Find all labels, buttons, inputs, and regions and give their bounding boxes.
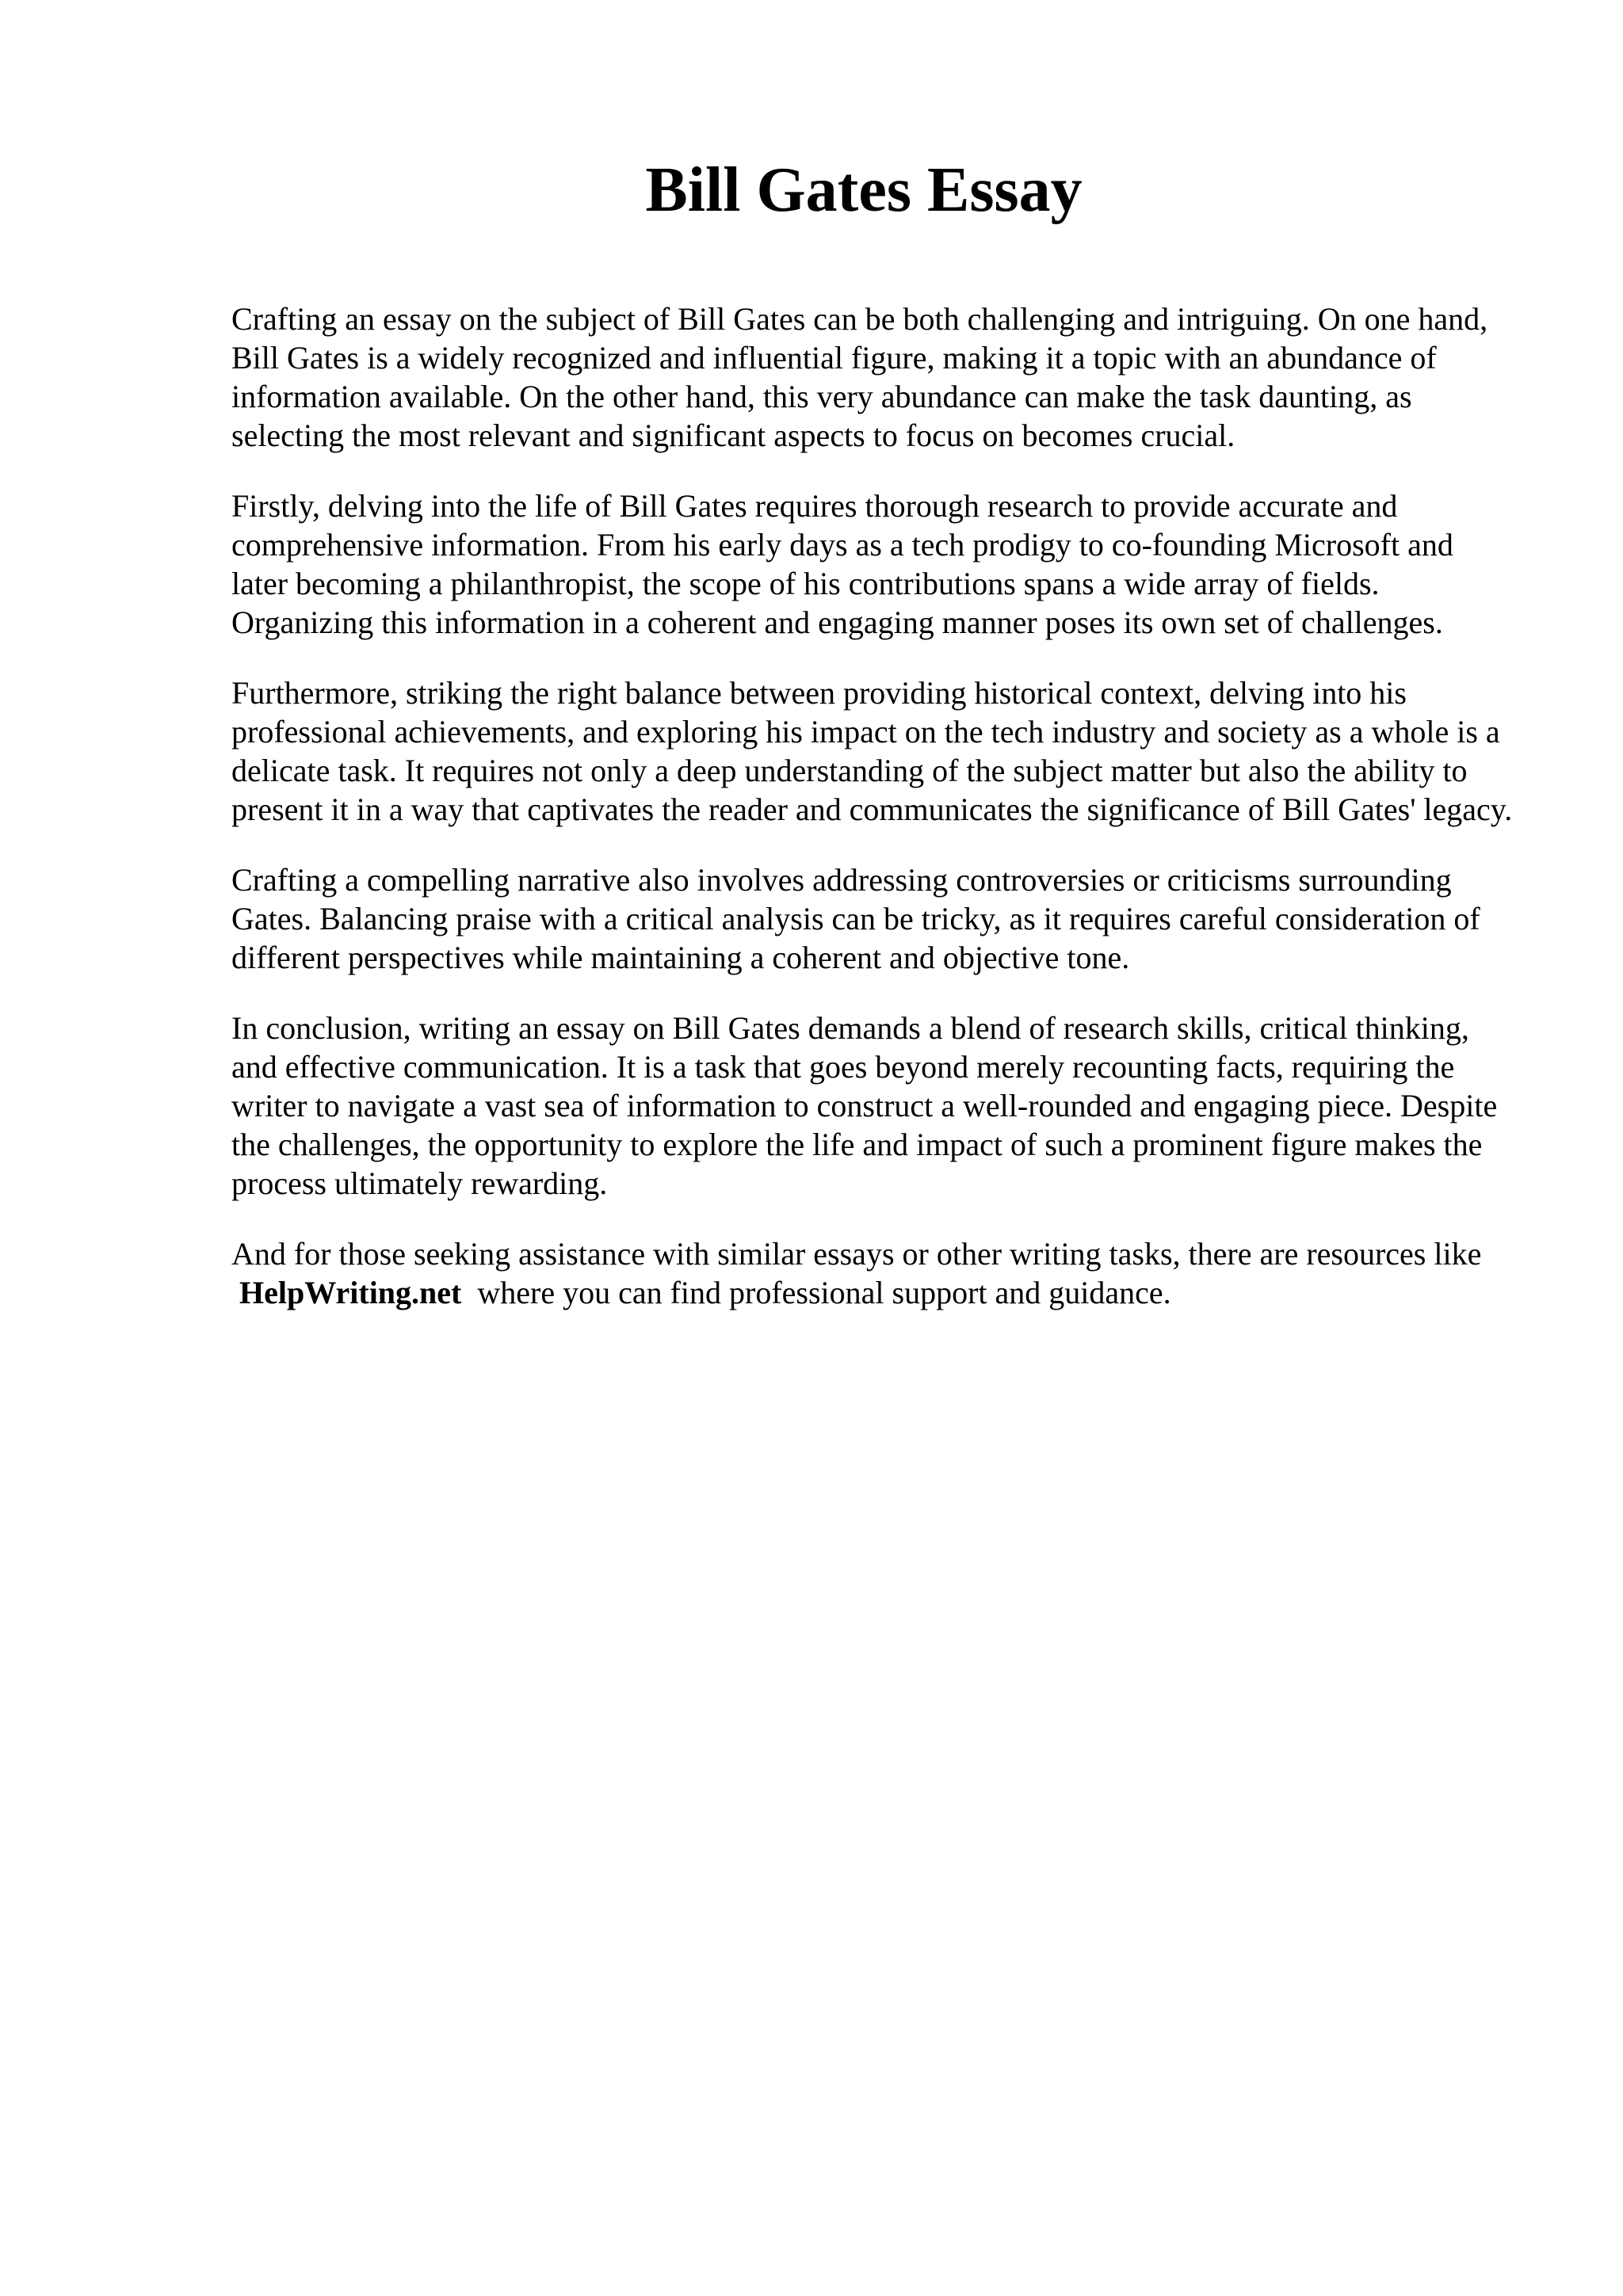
- paragraph-4: Crafting a compelling narrative also involves addressing controversies or criticisms surrounding Gates. Balancing praise with a critical analysis can be tricky, as it requires careful consideration of different perspectives while maintaining a coherent and objective tone.: [231, 862, 1480, 975]
- closing-text-after: where you can find professional support and guidance.: [477, 1275, 1171, 1310]
- closing-text-before: And for those seeking assistance with similar essays or other writing tasks, there are resources like: [231, 1236, 1482, 1272]
- closing-paragraph: [231, 1234, 1515, 1312]
- paragraph-1: Crafting an essay on the subject of Bill Gates can be both challenging and intriguing. On one hand, Bill Gates is a widely recognized and influential figure, making it a topic with an abundance of information available. On the other hand, this very abundance can make the task daunting, as selecting the most relevant and significant aspects to focus on becomes crucial.: [231, 301, 1488, 453]
- helpwriting-link[interactable]: HelpWriting.net: [239, 1275, 462, 1310]
- paragraph-2: Firstly, delving into the life of Bill Gates requires thorough research to provide accurate and comprehensive information. From his early days as a tech prodigy to co-founding Microsoft and later becoming a philanthropist, the scope of his contributions spans a wide array of fields. Organizing this information in a coherent and engaging manner poses its own set of challenges.: [231, 488, 1453, 640]
- paragraph-5: In conclusion, writing an essay on Bill Gates demands a blend of research skills, critical thinking, and effective communication. It is a task that goes beyond merely recounting facts, requiring the writer to navigate a vast sea of information to construct a well-rounded and engaging piece. Despite the challenges, the opportunity to explore the life and impact of such a prominent figure makes the process ultimately rewarding.: [231, 1010, 1498, 1201]
- essay-body: [231, 299, 1515, 1344]
- essay-title: Bill Gates Essay: [645, 155, 1083, 225]
- paragraph-3: Furthermore, striking the right balance between providing historical context, delving into his professional achievements, and exploring his impact on the tech industry and society as a whole is a delicate task. It requires not only a deep understanding of the subject matter but also the ability to present it in a way that captivates the reader and communicates the significance of Bill Gates' legacy.: [231, 675, 1513, 827]
